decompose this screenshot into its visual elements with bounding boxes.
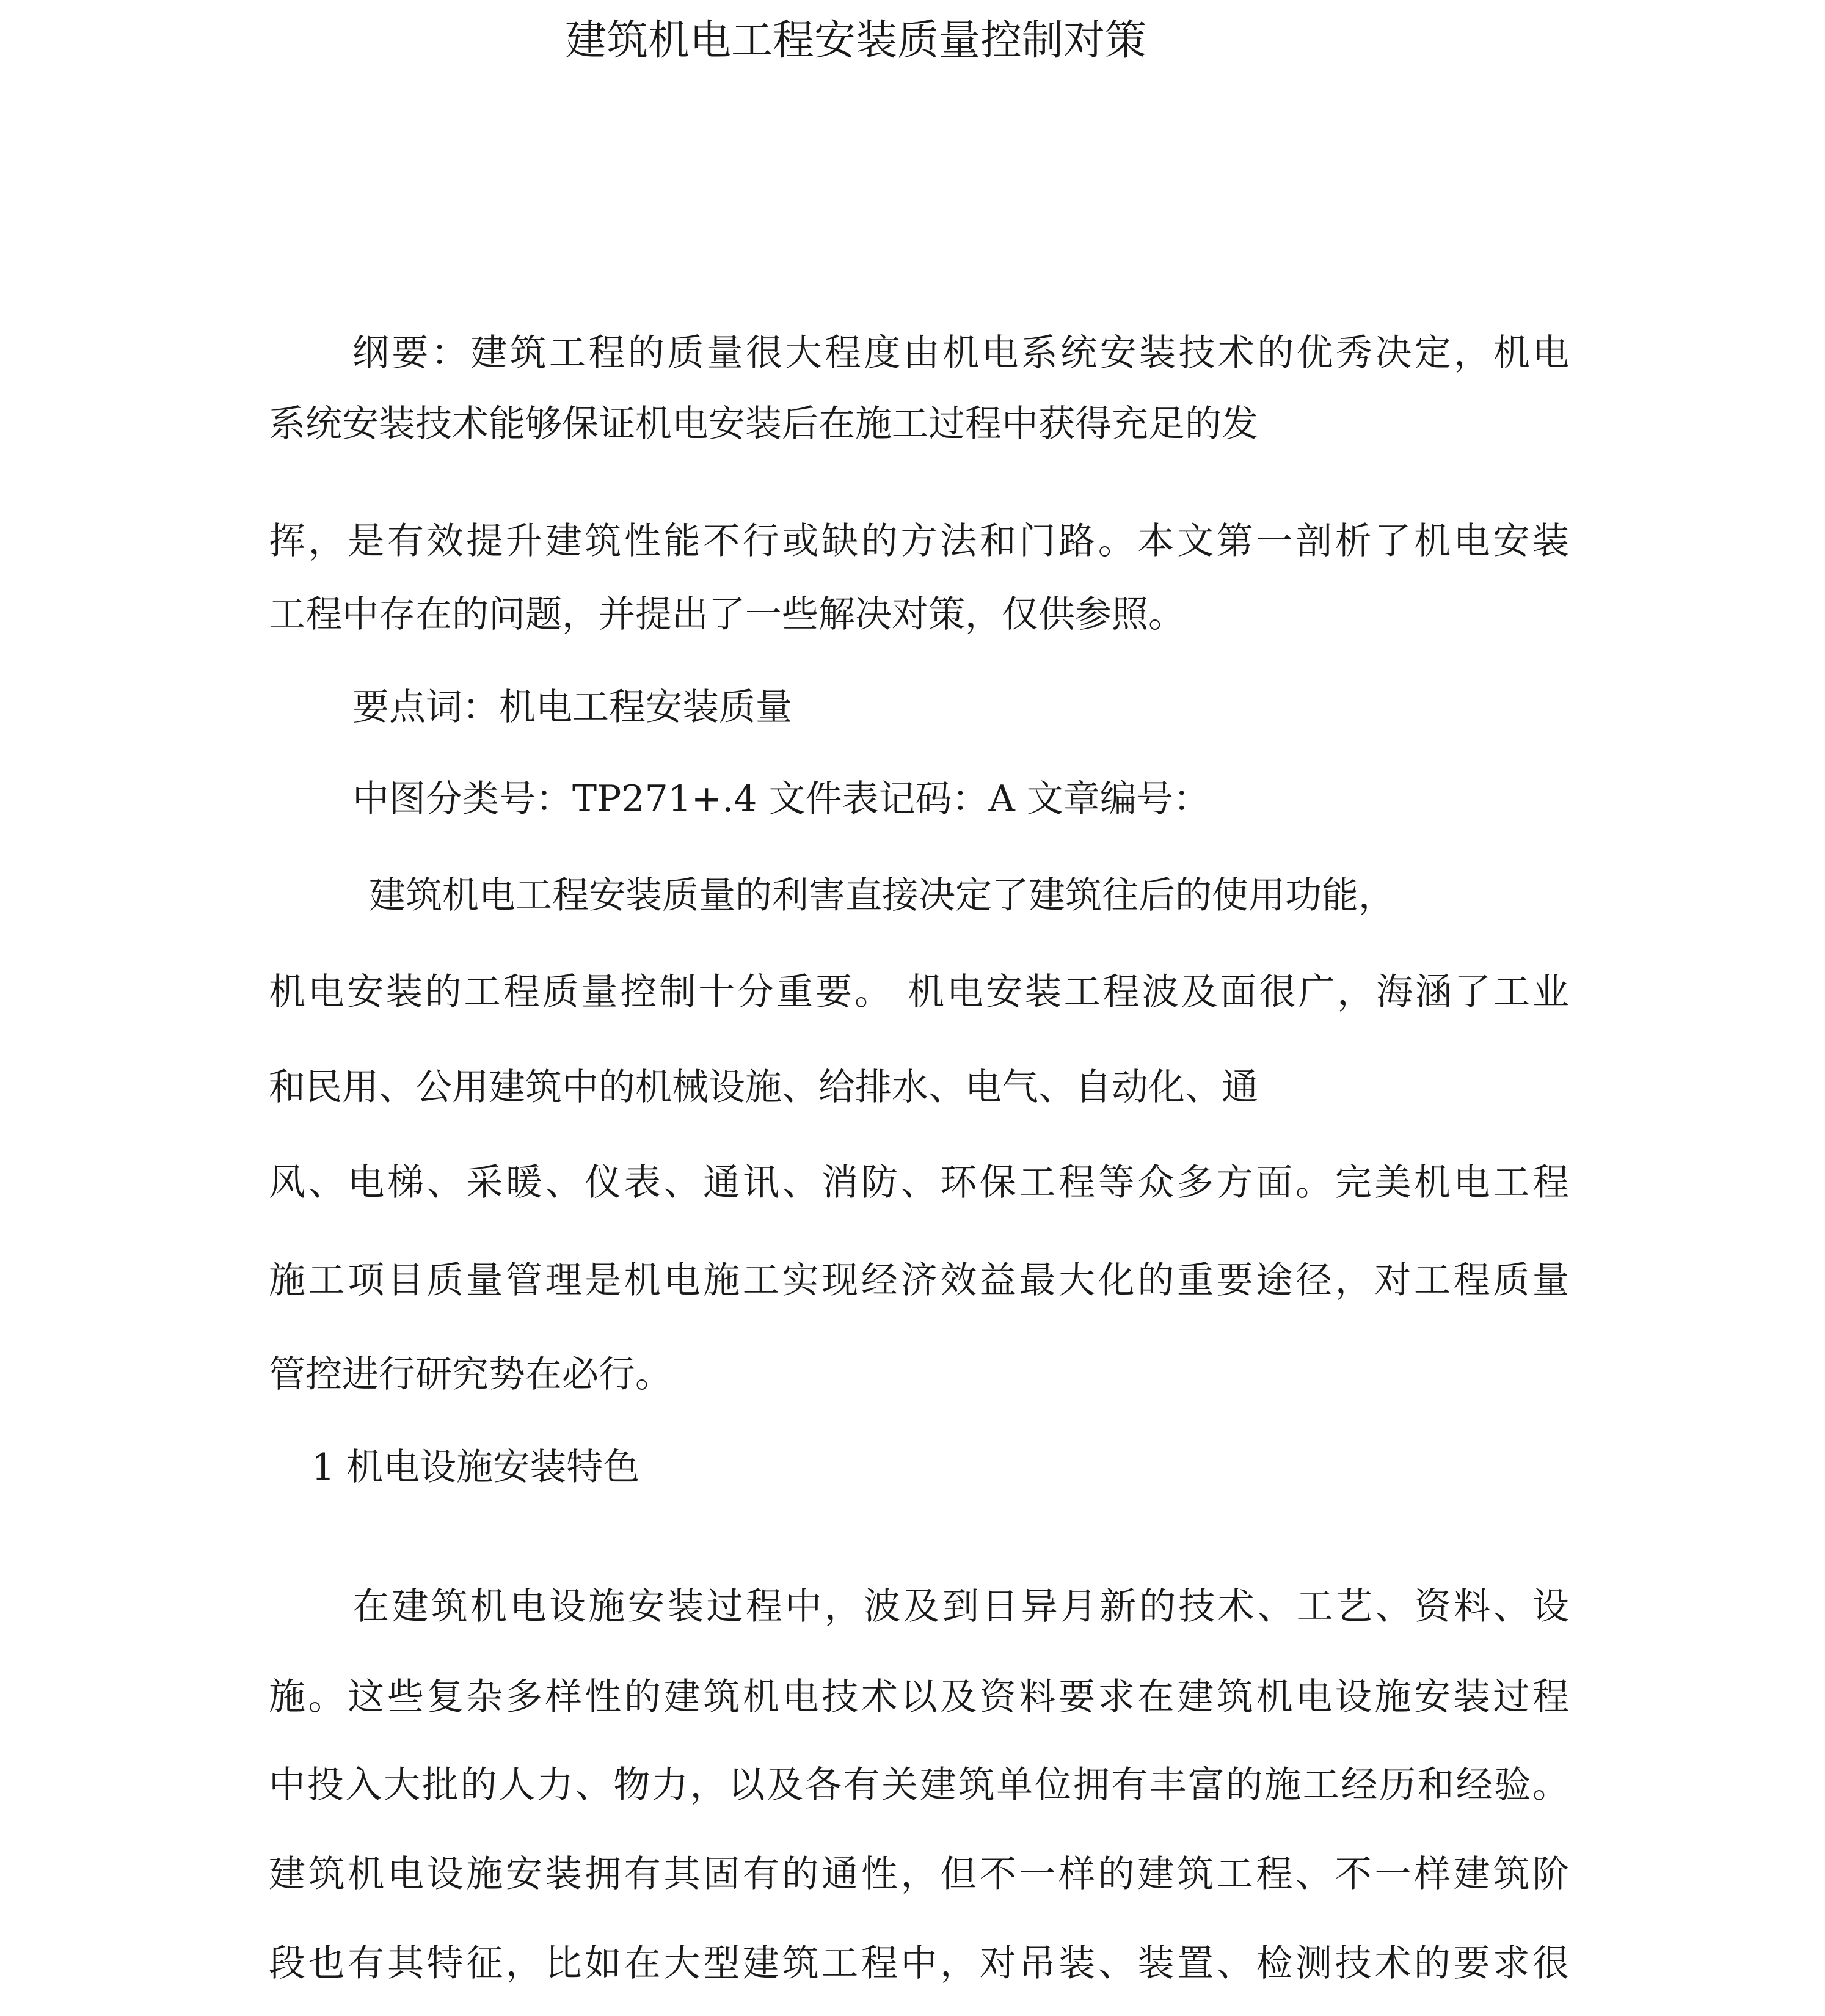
section-1-line-1: 在建筑机电设施安装过程中，波及到日异月新的技术、工艺、资料、设 [352, 1585, 1569, 1628]
abstract-line-2: 系统安装技术能够保证机电安装后在施工过程中获得充足的发 [269, 403, 1258, 445]
section-1-line-2: 施。这些复杂多样性的建筑机电技术以及资料要求在建筑机电设施安装过程 [269, 1676, 1569, 1718]
section-1-line-3: 中投入大批的人力、物力，以及各有关建筑单位拥有丰富的施工经历和经验。 [269, 1764, 1569, 1806]
intro-line-4: 风、电梯、采暖、仪表、通讯、消防、环保工程等众多方面。完美机电工程 [269, 1161, 1569, 1204]
document-title: 建筑机电工程安装质量控制对策 [565, 16, 1147, 65]
intro-line-6: 管控进行研究势在必行。 [269, 1353, 672, 1396]
abstract-line-1: 纲要：建筑工程的质量很大程度由机电系统安装技术的优秀决定，机电 [352, 332, 1569, 374]
intro-line-5: 施工项目质量管理是机电施工实现经济效益最大化的重要途径，对工程质量 [269, 1259, 1569, 1302]
section-1-heading: 1 机电设施安装特色 [311, 1446, 640, 1489]
intro-line-3: 和民用、公用建筑中的机械设施、给排水、电气、自动化、通 [269, 1066, 1258, 1109]
section-1-line-4: 建筑机电设施安装拥有其固有的通性，但不一样的建筑工程、不一样建筑阶 [269, 1853, 1569, 1896]
intro-line-2: 机电安装的工程质量控制十分重要。 机电安装工程波及面很广，海涵了工业 [269, 971, 1569, 1013]
abstract-line-4: 工程中存在的问题，并提出了一些解决对策，仅供参照。 [269, 593, 1185, 636]
abstract-line-3: 挥，是有效提升建筑性能不行或缺的方法和门路。本文第一剖析了机电安装 [269, 520, 1569, 563]
classification-info: 中图分类号：TP271+.4 文件表记码：A 文章编号： [352, 778, 1210, 820]
section-1-line-5: 段也有其特征，比如在大型建筑工程中，对吊装、装置、检测技术的要求很 [269, 1942, 1569, 1985]
keywords: 要点词：机电工程安装质量 [352, 686, 792, 729]
intro-line-1: 建筑机电工程安装质量的利害直接决定了建筑往后的使用功能， [369, 874, 1395, 917]
